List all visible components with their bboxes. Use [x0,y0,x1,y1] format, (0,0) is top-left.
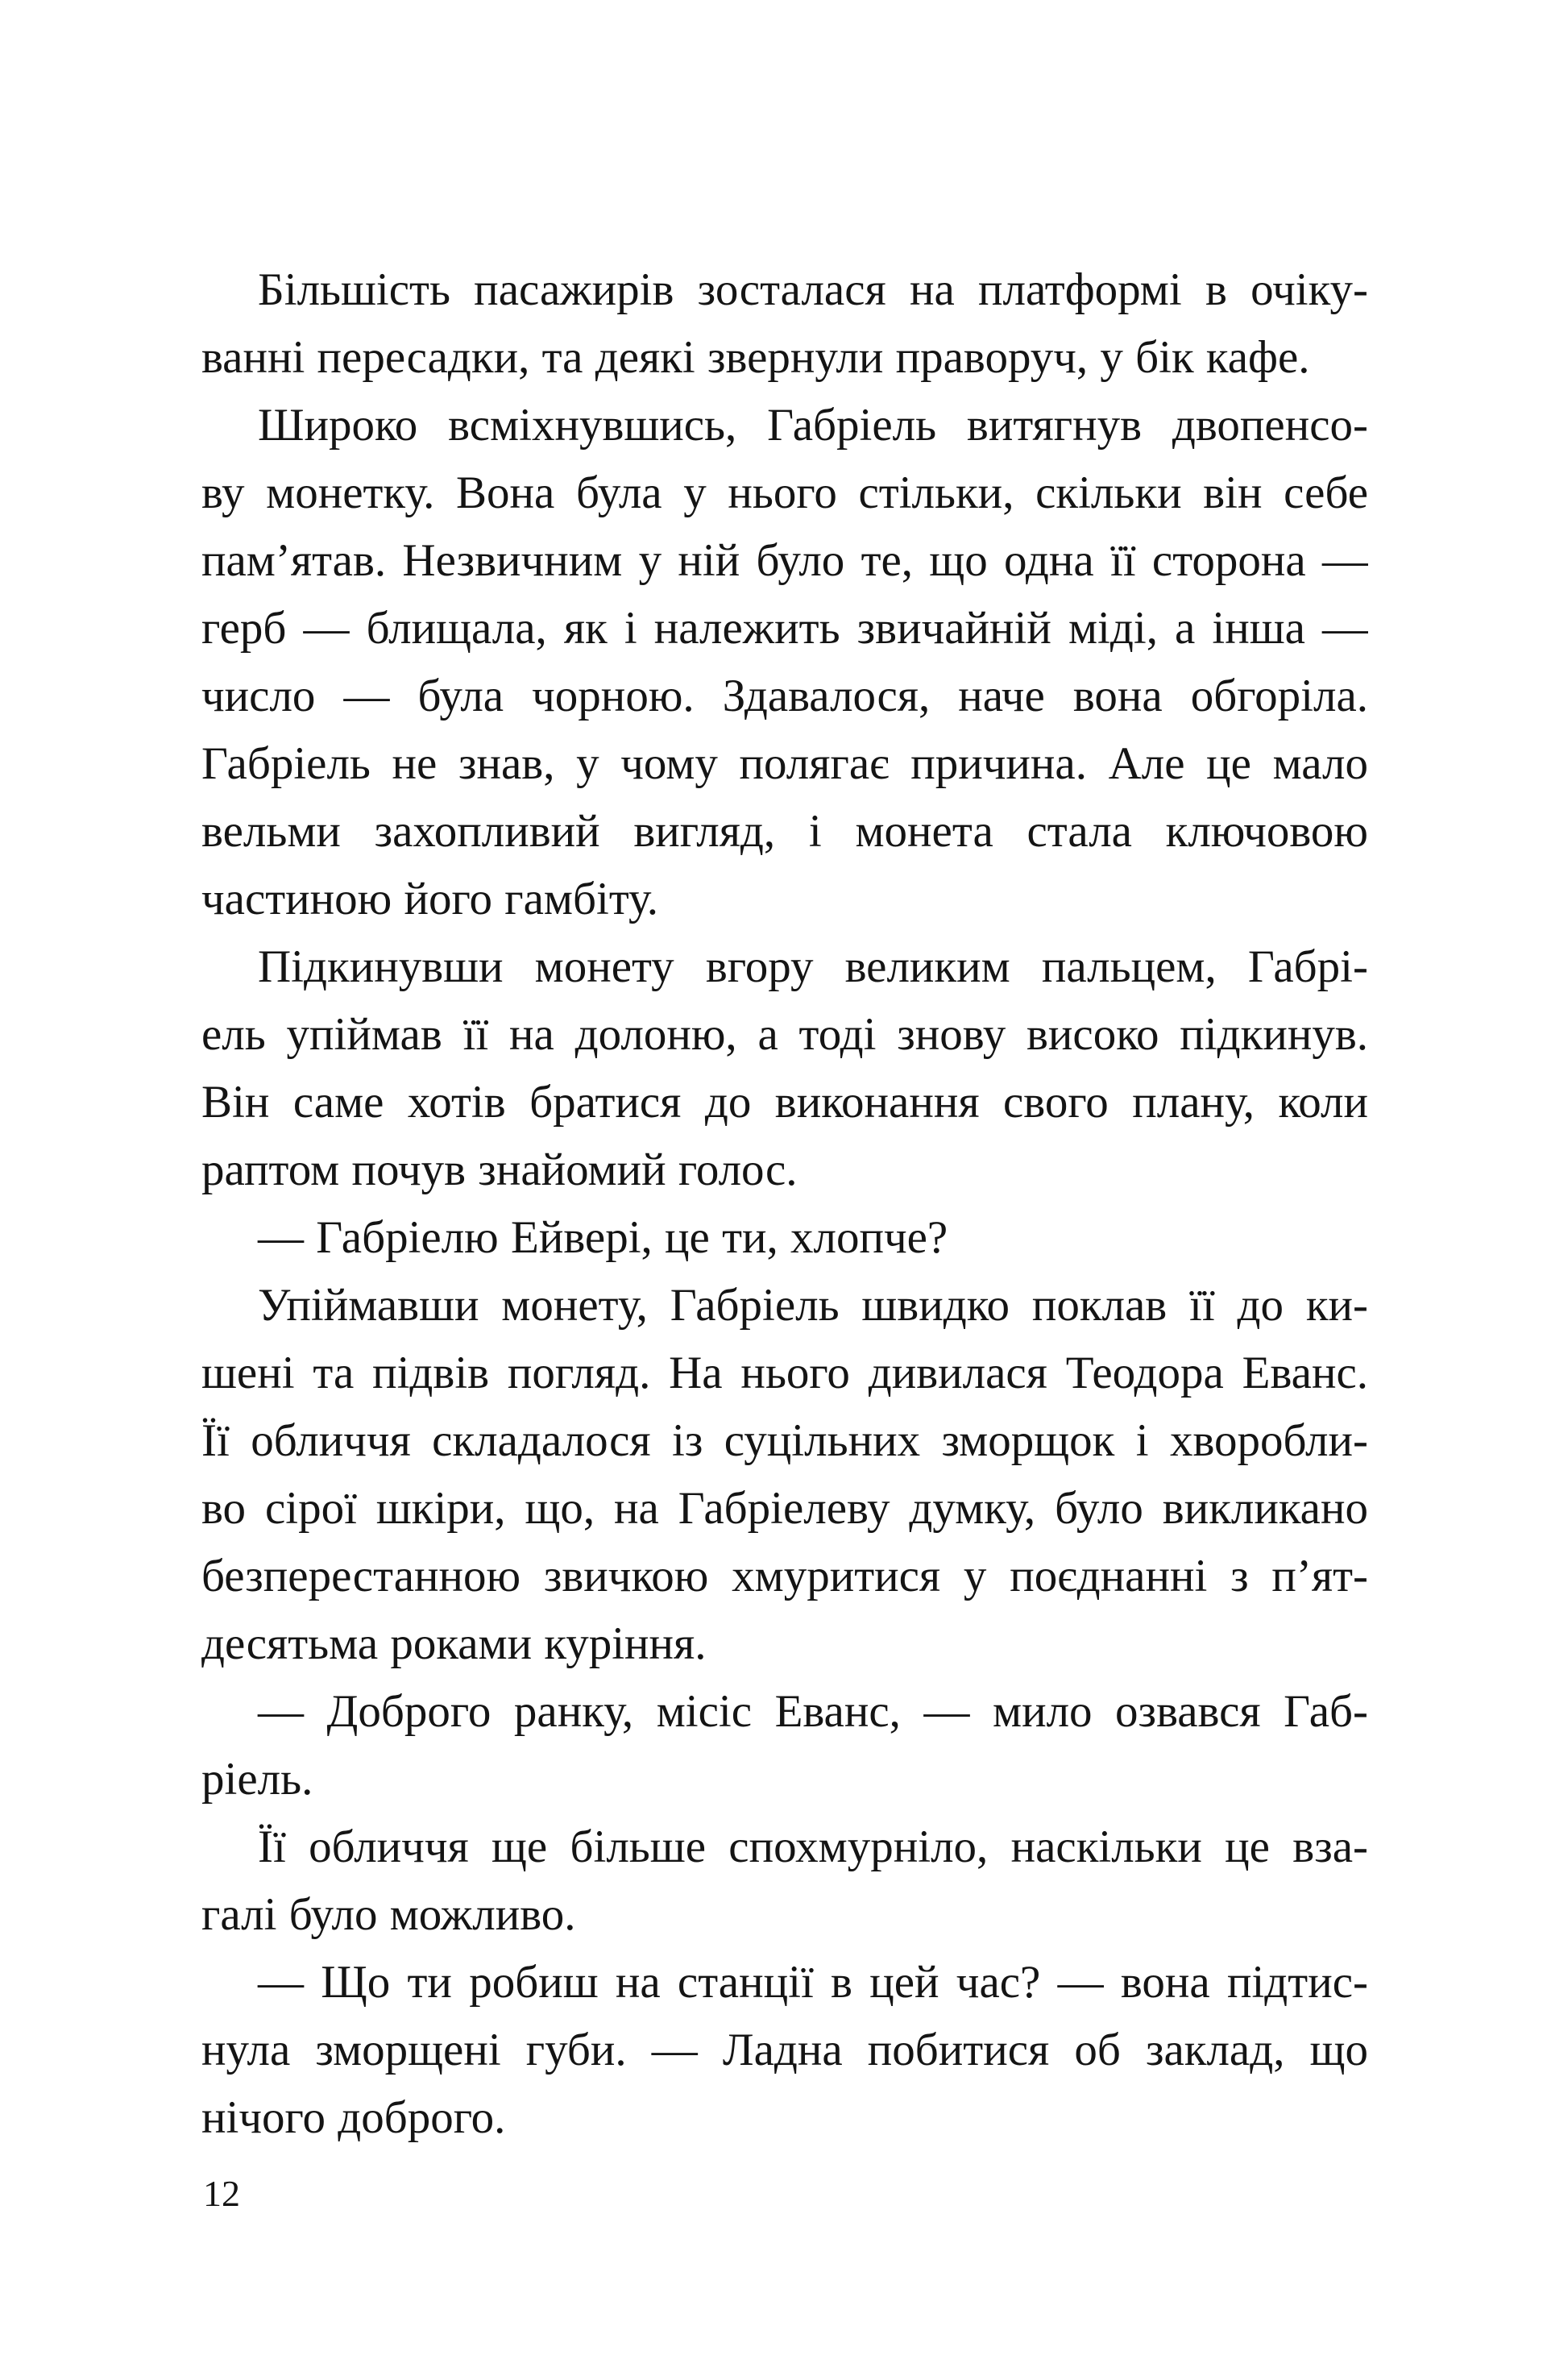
text-line: Підкинувши монету вгору великим пальцем, Габрі- [258,941,1368,992]
text-line: Її обличчя складалося із суцільних зморщок і хворобли- [201,1415,1368,1466]
text-line: Більшість пасажирів зосталася на платформі в очіку- [258,264,1368,315]
text-line: число — була чорною. Здавалося, наче вона обгоріла. [201,671,1368,721]
text-line: нічого доброго. [201,2092,506,2143]
paragraph [201,1204,1368,1272]
text-line: ель упіймав її на долоню, а тоді знову високо підкинув. [201,1009,1368,1060]
text-line: герб — блищала, як і належить звичайній міді, а інша — [201,603,1368,654]
text-line: нула зморщені губи. — Ладна побитися об заклад, що [201,2025,1368,2075]
text-line: частиною його гамбіту. [201,874,659,924]
text-line: пам’ятав. Незвичним у ній було те, що одна її сторона — [201,535,1368,586]
text-line: вельми захопливий вигляд, і монета стала ключовою [201,806,1368,857]
text-line: Широко всміхнувшись, Габріель витягнув двопенсо- [258,400,1368,451]
paragraph [201,392,1368,933]
text-line: — Габріелю Ейвері, це ти, хлопче? [258,1212,948,1263]
text-line: ріель. [201,1754,313,1805]
text-block [201,256,1368,2152]
text-line: Габріель не знав, у чому полягає причина. Але це мало [201,738,1368,789]
paragraph [201,1678,1368,1813]
text-line: ванні пересадки, та деякі звернули праворуч, у бік кафе. [201,332,1310,383]
text-line: Упіймавши монету, Габріель швидко поклав її до ки- [258,1280,1368,1331]
text-line: раптом почув знайомий голос. [201,1144,798,1195]
paragraph [201,1949,1368,2152]
text-line: десятьма роками куріння. [201,1618,707,1669]
paragraph [201,1272,1368,1678]
paragraph [201,933,1368,1204]
text-line: Він саме хотів братися до виконання свого плану, коли [201,1077,1368,1128]
text-line: — Доброго ранку, місіс Еванс, — мило озвався Габ- [258,1686,1368,1737]
paragraph [201,1813,1368,1949]
paragraph [201,256,1368,392]
text-line: во сірої шкіри, що, на Габріелеву думку, було викликано [201,1483,1368,1534]
page-number: 12 [203,2173,240,2214]
text-line: галі було можливо. [201,1889,576,1940]
text-line: безперестанною звичкою хмуритися у поєднанні з п’ят- [201,1551,1368,1601]
text-line: — Що ти робиш на станції в цей час? — вона підтис- [258,1957,1368,2008]
text-line: шені та підвів погляд. На нього дивилася Теодора Еванс. [201,1348,1368,1398]
text-line: ву монетку. Вона була у нього стільки, скільки він себе [201,467,1368,518]
text-line: Її обличчя ще більше спохмурніло, наскільки це вза- [258,1821,1368,1872]
